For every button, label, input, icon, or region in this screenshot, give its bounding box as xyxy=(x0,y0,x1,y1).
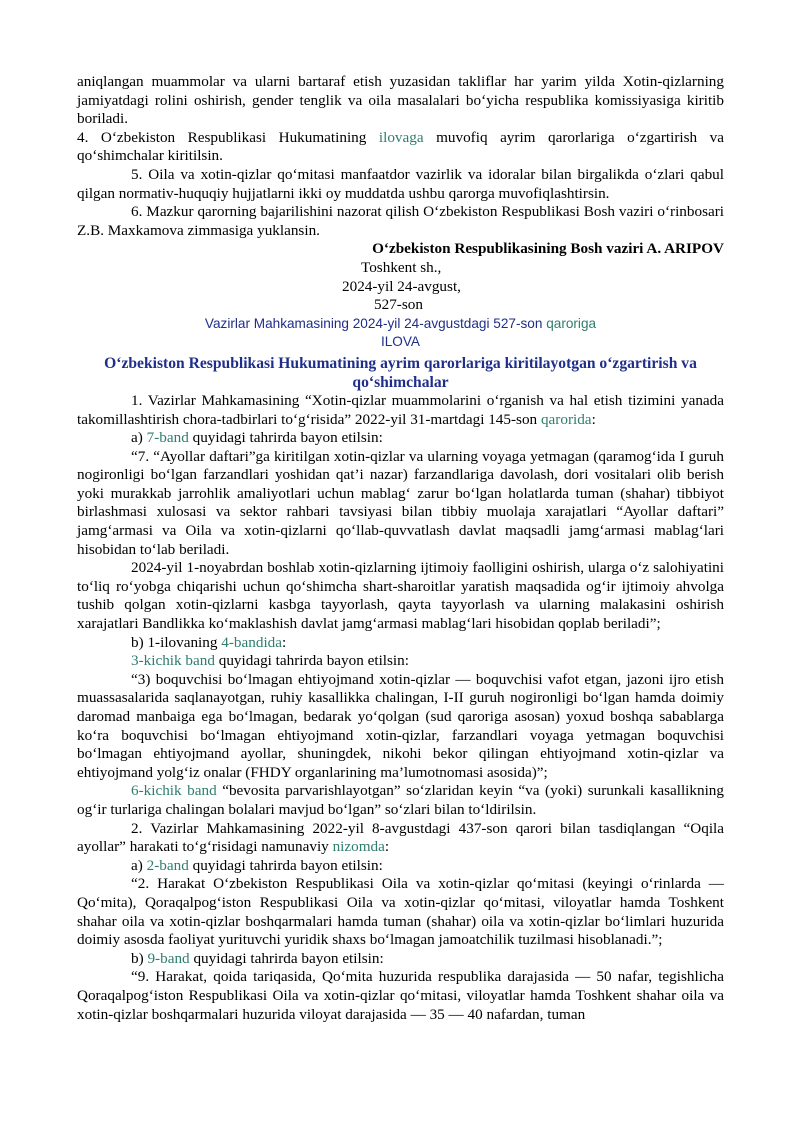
link-nizomda[interactable]: nizomda xyxy=(332,838,385,856)
section-1-text: 1. Vazirlar Mahkamasining “Xotin-qizlar muammolarini o‘rganish va hal etish tizimini yanada takomillashtirish chora-tadbirlari to‘g‘risida” 2022-yil 31-martdagi 145-son xyxy=(77,391,724,428)
paragraph-section-2 xyxy=(77,820,724,857)
quote-band-7-cont: 2024-yil 1-noyabrdan boshlab xotin-qizlarning ijtimoiy faolligini oshirish, ularga o‘z salohiyatini to‘liq ro‘yobga chiqarishi uchun qo‘shimcha shart-sharoitlar yaratish maqsadida og‘ir ijtimoiy ahvolga tushib qolgan xotin-qizlarni kasbga tayyorlash, qayta tayyorlash va ularning malakasini oshirish xarajatlari Bandlikka ko‘maklashish davlat jamg‘armasi mablag‘lari hisobidan qoplab beriladi”; xyxy=(77,559,724,633)
paragraph-item-4 xyxy=(77,129,724,166)
link-qaroriga[interactable]: qaroriga xyxy=(546,315,597,331)
link-3-kichik-band[interactable]: 3-kichik band xyxy=(131,652,215,670)
link-9-band[interactable]: 9-band xyxy=(147,949,190,967)
section-1-colon: : xyxy=(591,410,596,428)
link-4-bandida[interactable]: 4-bandida xyxy=(221,633,282,651)
section-2-colon: : xyxy=(384,838,390,856)
quote-sub-3: “3) boquvchisi bo‘lmagan ehtiyojmand xotin-qizlar — boquvchisi vafot etgan, jazoni ijro etish muassasalarida saqlanayotgan, ruhiy kasallikka chalingan, I-II guruh nogironligi bo‘lgan hamda doimiy daromad manbaiga ega bo‘lmagan, bedarak yo‘qolgan (sud qaroriga asosan) yoxud boshqa sabablarga ko‘ra boquvchisi bo‘lmagan ehtiyojmand xotin-qizlar, farzandlari voyaga yetmagan boquvchisi bo‘lmagan ehtiyojmand ayollar, shuningdek, nikohi bekor qilingan ehtiyojmand xotin-qizlar va ehtiyojmand yolg‘iz onalar (FHDY organlarining ma’lumotnomasi asosida)”; xyxy=(77,670,724,781)
annex-title: O‘zbekiston Respublikasi Hukumatining ayrim qarorlariga kiritilayotgan o‘zgartirish va qo‘shimchalar xyxy=(104,354,697,391)
section-2a-text: quyidagi tahrirda bayon etilsin: xyxy=(188,856,383,874)
signature-date: 2024-yil 24-avgust, xyxy=(342,277,461,295)
link-7-band[interactable]: 7-band xyxy=(146,429,189,447)
link-ilovaga[interactable]: ilovaga xyxy=(378,128,424,146)
section-1b-prefix: b) 1-ilovaning xyxy=(131,633,222,651)
link-qarorida[interactable]: qarorida xyxy=(540,410,592,428)
section-1a-prefix: a) xyxy=(131,429,147,447)
paragraph-item-5: 5. Oila va xotin-qizlar qo‘mitasi manfaatdor vazirlik va idoralar bilan birgalikda o‘zlari qabul qilgan normativ-huquqiy hujjatlarni ikki oy muddatda ushbu qarorga muvofiqlashtirsin. xyxy=(77,165,724,202)
paragraph-section-2a xyxy=(77,857,724,876)
paragraph-section-2b xyxy=(77,950,724,969)
link-2-band[interactable]: 2-band xyxy=(146,856,189,874)
signature-line: O‘zbekiston Respublikasining Bosh vaziri A. ARIPOV xyxy=(372,240,724,258)
quote-band-2: “2. Harakat O‘zbekiston Respublikasi Oila va xotin-qizlar qo‘mitasi (keyingi o‘rinlarda — Qo‘mita), Qoraqalpog‘iston Respublikasi Oila va xotin-qizlar qo‘mitasi, viloyatlar hamda Toshkent shahar oila va xotin-qizlar boshqarmalari hamda tuman (shahar) oila va xotin-qizlar bo‘limlari huzurida doimiy asosda faoliyat yurituvchi yuridik shaxs bo‘lmagan jamoatchilik tuzilmasi hisoblanadi.”; xyxy=(77,875,724,949)
annex-reference xyxy=(77,315,724,334)
quote-band-9: “9. Harakat, qoida tariqasida, Qo‘mita huzurida respublika darajasida — 50 nafar, tegishlicha Qoraqalpog‘iston Respublikasi Oila va xotin-qizlar qo‘mitasi, viloyatlar hamda Toshkent shahar oila va xotin-qizlar boshqarmalari huzurida viloyat darajasida — 35 — 40 nafardan, tuman xyxy=(77,968,724,1023)
signature-number: 527-son xyxy=(374,296,423,314)
sub-3-text: quyidagi tahrirda bayon etilsin: xyxy=(214,652,409,670)
link-6-kichik-band[interactable]: 6-kichik band xyxy=(131,782,217,800)
section-2-text: 2. Vazirlar Mahkamasining 2022-yil 8-avgustdagi 437-son qarori bilan tasdiqlangan “Oqila ayollar” harakati to‘g‘risidagi namunaviy xyxy=(77,819,724,856)
section-1a-text: quyidagi tahrirda bayon etilsin: xyxy=(188,429,383,447)
paragraph-section-1 xyxy=(77,392,724,429)
sub-6-text: “bevosita parvarishlayotgan” so‘zlaridan keyin “va (yoki) surunkali kasallikning og‘ir turlariga chalingan bolalari mavjud bo‘lgan” so‘zlari bilan to‘ldirilsin. xyxy=(77,782,724,818)
section-2b-text: quyidagi tahrirda bayon etilsin: xyxy=(189,949,384,967)
annex-reference-text: Vazirlar Mahkamasining 2024-yil 24-avgustdagi 527-son xyxy=(204,315,547,331)
document-page xyxy=(77,73,724,1024)
item-4-text-end: muvofiq ayrim qarorlariga o‘zgartirish va qo‘shimchalar kiritilsin. xyxy=(77,128,724,165)
paragraph-section-1a xyxy=(77,429,724,448)
paragraph-sub-3 xyxy=(77,652,724,671)
quote-band-7: “7. “Ayollar daftari”ga kiritilgan xotin-qizlar va ularning voyaga yetmagan (qaramog‘ida I guruh nogironligi bo‘lgan farzandlari yoshidan qat’i nazar) farzandlariga davolash, dori vositalari olib berish yoki murakkab jarrohlik amaliyotlari uchun mablag‘ zarur bo‘lgan holatlarda tuman (shahar) tibbiyot birlashmasi xulosasi va sektor rahbari tavsiyasi bilan tibbiy muolaja xarajatlari “Ayollar daftari” jamg‘armasi va Oila va xotin-qizlarni qo‘llab-quvvatlash davlat maqsadli jamg‘armasi mablag‘lari hisobidan to‘lab beriladi. xyxy=(77,447,724,558)
annex-label: ILOVA xyxy=(380,334,421,350)
paragraph-sub-6 xyxy=(77,782,724,819)
item-4-text: 4. O‘zbekiston Respublikasi Hukumatining xyxy=(77,128,379,146)
section-1b-colon: : xyxy=(282,633,287,651)
paragraph-section-1b xyxy=(77,634,724,653)
signature-place: Toshkent sh., xyxy=(361,258,442,276)
paragraph-item-6: 6. Mazkur qarorning bajarilishini nazorat qilish O‘zbekiston Respublikasi Bosh vaziri o‘rinbosari Z.B. Maxkamova zimmasiga yuklansin. xyxy=(77,203,724,239)
section-2b-prefix: b) xyxy=(131,949,148,967)
paragraph-continuation: aniqlangan muammolar va ularni bartaraf etish yuzasidan takliflar har yarim yilda Xotin-qizlarning jamiyatdagi rolini oshirish, gender tenglik va oila masalalari bo‘yicha respublika komissiyasiga kiritib boriladi. xyxy=(77,73,724,128)
section-2a-prefix: a) xyxy=(131,856,147,874)
